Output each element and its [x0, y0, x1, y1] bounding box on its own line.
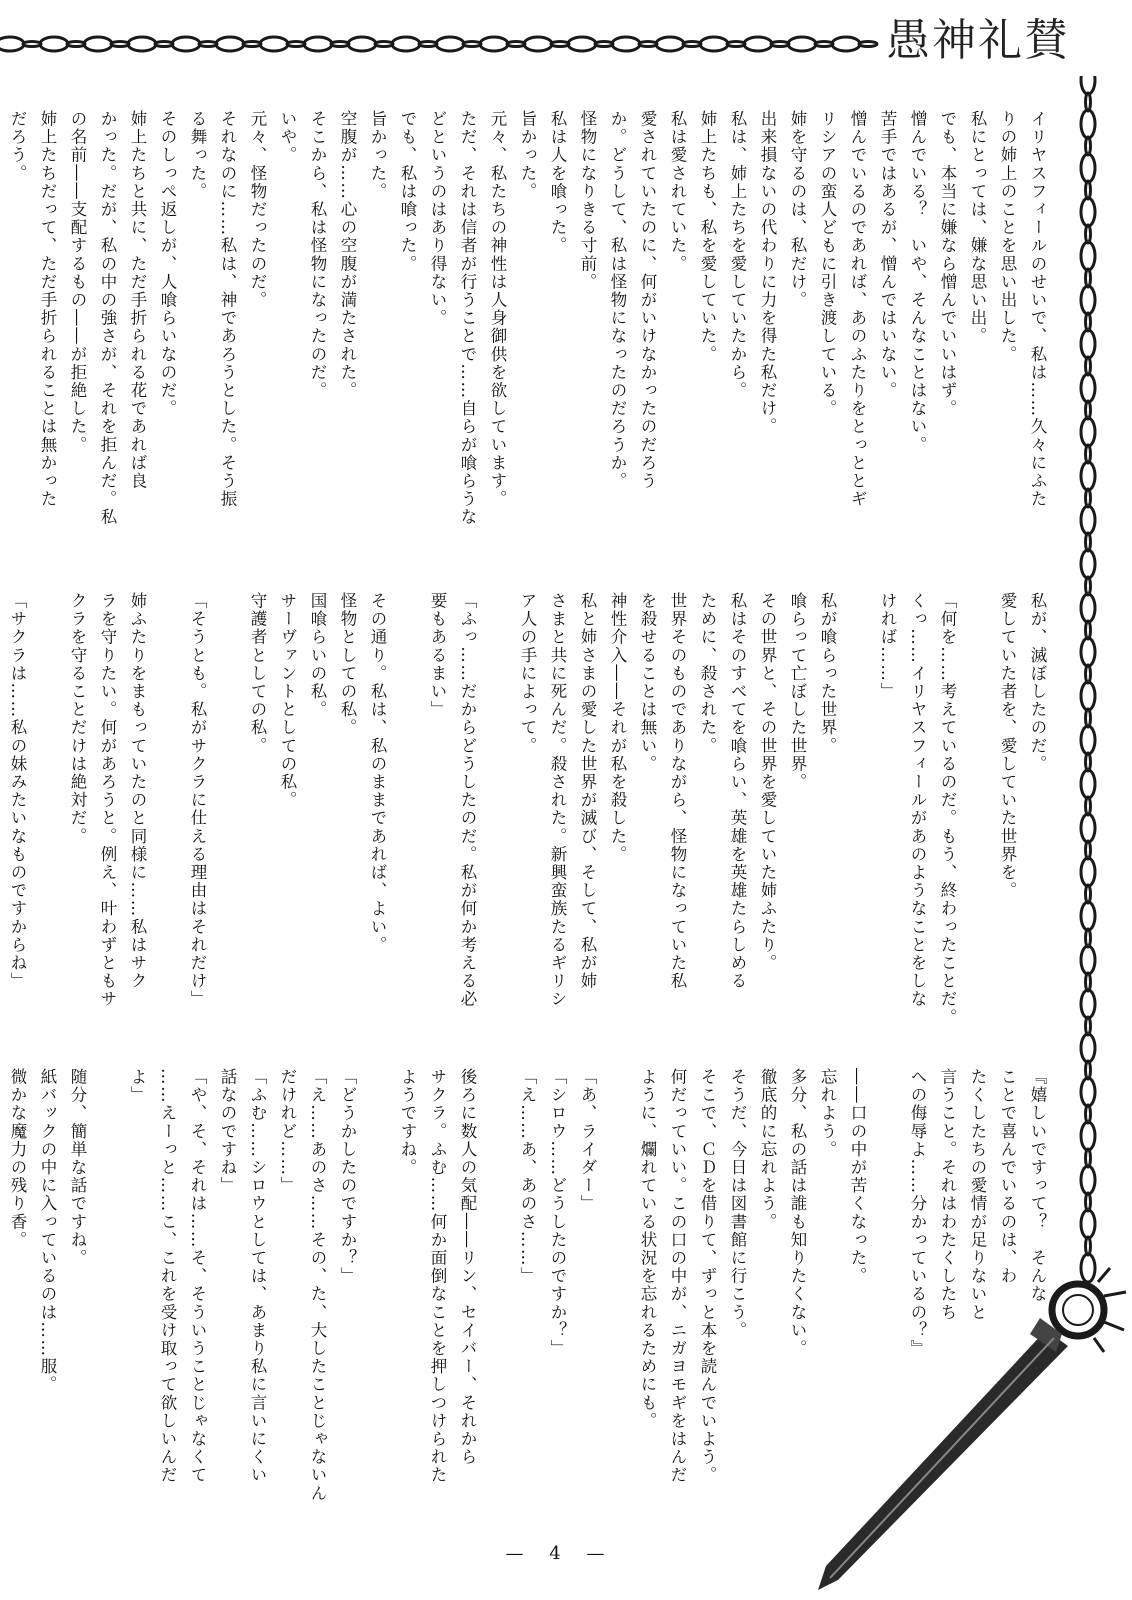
- text-column: イリヤスフィールのせいで、私は……久々にふた: [1028, 110, 1047, 509]
- text-column: 旨かった。: [368, 110, 387, 201]
- text-column: リシアの蛮人どもに引き渡している。: [818, 110, 837, 418]
- text-column: たくしたちの愛情が足りないと: [968, 1068, 987, 1322]
- text-column: 多分、私の話は誰も知りたくない。: [788, 1068, 807, 1358]
- text-column: 国喰らいの私。: [308, 592, 327, 719]
- text-column: 「そうとも。私がサクラに仕える理由はそれだけ」: [188, 592, 207, 1009]
- text-column: 「あ、ライダー」: [578, 1068, 597, 1213]
- text-column: その通り。私は、私のままであれば、よい。: [368, 592, 387, 954]
- text-column: でも、私は喰った。: [398, 110, 417, 273]
- text-column: 「え……あ、あのさ……」: [518, 1068, 537, 1286]
- text-column: 姉上たちと共に、ただ手折られる花であれば良: [128, 110, 147, 491]
- text-column: 姉上たちも、私を愛していた。: [698, 110, 717, 364]
- text-column: 何だっていい。この口の中が、ニガヨモギをはんだ: [668, 1068, 687, 1485]
- text-column: 私が、滅ぼしたのだ。: [1028, 592, 1047, 773]
- text-column: 「え……あのさ……その、た、大したことじゃないん: [308, 1068, 327, 1503]
- text-column: 空腹が……心の空腹が満たされた。: [338, 110, 357, 400]
- text-column: いや。: [278, 110, 297, 165]
- text-column: 苦手ではあるが、憎んではいない。: [878, 110, 897, 400]
- text-column: だろう。: [8, 110, 27, 183]
- text-column: ア人の手によって。: [518, 592, 537, 755]
- text-column: 言うこと。それはわたくしたち: [938, 1068, 957, 1322]
- text-column: 姉ふたりをまもっていたのと同様に……私はサク: [128, 592, 147, 991]
- text-column: 後ろに数人の気配――リン、セイバー、それから: [458, 1068, 477, 1467]
- text-column: そのしっぺ返しが、人喰らいなのだ。: [158, 110, 177, 418]
- text-column: 守護者としての私。: [248, 592, 267, 755]
- text-column: 世界そのものでありながら、怪物になっていた私: [668, 592, 687, 991]
- text-column: 元々、私たちの神性は人身御供を欲しています。: [488, 110, 507, 509]
- text-column: でも、本当に嫌なら憎んでいいはず。: [938, 110, 957, 418]
- text-column: 出来損ないの代わりに力を得た私だけ。: [758, 110, 777, 436]
- text-column: その世界と、その世界を愛していた姉ふたり。: [758, 592, 777, 973]
- text-column: 話なのですね」: [218, 1068, 237, 1195]
- page-number: — 4 —: [505, 1543, 615, 1564]
- text-column: ――口の中が苦くなった。: [848, 1068, 867, 1286]
- text-column: 喰らって亡ぼした世界。: [788, 592, 807, 792]
- text-column: サーヴァントとしての私。: [278, 592, 297, 810]
- text-column: 私と姉さまの愛した世界が滅び、そして、私が姉: [578, 592, 597, 991]
- text-column: 「サクラは……私の妹みたいなものですからね」: [8, 592, 27, 991]
- text-column: か。どうして、私は怪物になったのだろうか。: [608, 110, 627, 491]
- text-column: る舞った。: [188, 110, 207, 201]
- text-column: ……えーっと……こ、これを受け取って欲しいんだ: [158, 1068, 177, 1485]
- text-column: 憎んでいるのであれば、あのふたりをとっととギ: [848, 110, 867, 509]
- text-column: 私は、姉上たちを愛していたから。: [728, 110, 747, 400]
- text-column: 姉を守るのは、私だけ。: [788, 110, 807, 310]
- text-column: 私は愛されていた。: [668, 110, 687, 273]
- text-column: 愛していた者を、愛していた世界を。: [998, 592, 1017, 900]
- page-title: 愚神礼賛: [880, 6, 1126, 76]
- text-column: 私にとっては、嫌な思い出。: [968, 110, 987, 346]
- text-column: ことで喜んでいるのは、わ: [998, 1068, 1017, 1286]
- text-column: よ」: [128, 1068, 147, 1105]
- text-column: 随分、簡単な話ですね。: [68, 1068, 87, 1268]
- text-column: 元々、怪物だったのだ。: [248, 110, 267, 310]
- text-column: ようですね。: [398, 1068, 417, 1177]
- text-column: 憎んでいる？ いや、そんなことはない。: [908, 110, 927, 454]
- text-column: そうだ、今日は図書館に行こう。: [728, 1068, 747, 1340]
- text-column: 「どうかしたのですか？」: [338, 1068, 357, 1286]
- text-column: ただ、それは信者が行うことで……自らが喰らうな: [458, 110, 477, 527]
- text-column: を殺せることは無い。: [638, 592, 657, 773]
- text-column: そこから、私は怪物になったのだ。: [308, 110, 327, 400]
- text-column: かった。だが、私の中の強さが、それを拒んだ。私: [98, 110, 117, 527]
- text-column: 私はそのすべてを喰らい、英雄を英雄たらしめる: [728, 592, 747, 991]
- text-column: 姉上たちだって、ただ手折られることは無かった: [38, 110, 57, 509]
- text-column: 私が喰らった世界。: [818, 592, 837, 755]
- text-column: それなのに……私は、神であろうとした。そう振: [218, 110, 237, 509]
- text-column: 徹底的に忘れよう。: [758, 1068, 777, 1231]
- text-column: 神性介入――それが私を殺した。: [608, 592, 627, 864]
- text-band-middle: [8, 592, 1052, 1032]
- text-column: くっ……イリヤスフィールがあのようなことをしな: [908, 592, 927, 1009]
- text-column: ラを守りたい。何があろうと。例え、叶わずともサ: [98, 592, 117, 1009]
- text-column: そこで、ＣＤを借りて、ずっと本を読んでいよう。: [698, 1068, 717, 1485]
- text-column: 「何を……考えているのだ。もう、終わったことだ。: [938, 592, 957, 1027]
- text-band-bottom: [8, 1068, 1052, 1538]
- text-column: 旨かった。: [518, 110, 537, 201]
- text-column: 私は人を喰った。: [548, 110, 567, 255]
- text-column: 要もあるまい」: [428, 592, 447, 719]
- text-column: 忘れよう。: [818, 1068, 837, 1159]
- text-column: さまと共に死んだ。殺された。新興蛮族たるギリシ: [548, 592, 567, 1009]
- text-column: りの姉上のことを思い出した。: [998, 110, 1017, 364]
- text-column: 怪物になりきる寸前。: [578, 110, 597, 291]
- text-column: 「や、そ、それは……そ、そういうことじゃなくて: [188, 1068, 207, 1485]
- text-column: クラを守ることだけは絶対だ。: [68, 592, 87, 846]
- text-column: ために、殺された。: [698, 592, 717, 755]
- text-column: ように、爛れている状況を忘れるためにも。: [638, 1068, 657, 1430]
- text-column: サクラ。ふむ……何か面倒なことを押しつけられた: [428, 1068, 447, 1485]
- text-column: 紙バックの中に入っているのは……服。: [38, 1068, 57, 1394]
- text-column: どというのはあり得ない。: [428, 110, 447, 328]
- text-column: 「シロウ……どうしたのですか？」: [548, 1068, 567, 1358]
- text-column: 微かな魔力の残り香。: [8, 1068, 27, 1249]
- text-column: への侮辱よ……分かっているの？』: [908, 1068, 927, 1358]
- text-column: 怪物としての私。: [338, 592, 357, 737]
- text-column: 『嬉しいですって？ そんな: [1028, 1068, 1047, 1304]
- text-band-top: [8, 110, 1052, 580]
- text-column: ければ……」: [878, 592, 897, 701]
- text-column: 愛されていたのに、何がいけなかったのだろう: [638, 110, 657, 491]
- text-column: 「ふっ……だからどうしたのだ。私が何か考える必: [458, 592, 477, 1009]
- text-column: だけれど……」: [278, 1068, 297, 1195]
- text-column: の名前――支配するもの――が拒絶した。: [68, 110, 87, 454]
- text-column: 「ふむ……シロウとしては、あまり私に言いにくい: [248, 1068, 267, 1485]
